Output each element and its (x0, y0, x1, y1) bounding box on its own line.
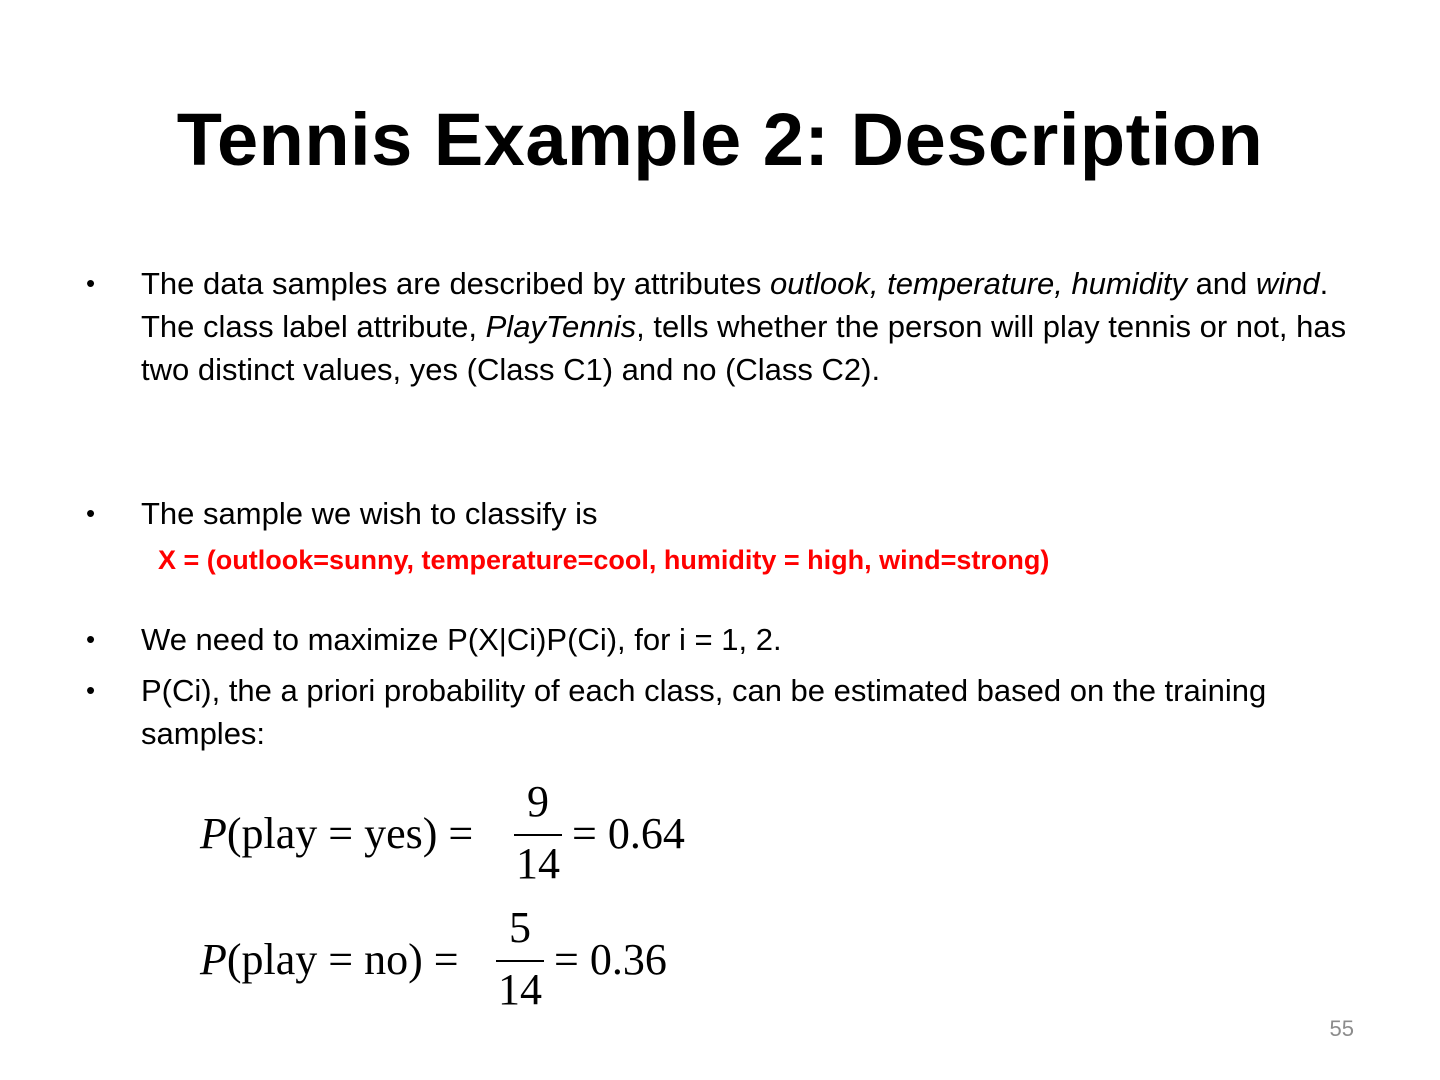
prob-symbol: P (200, 935, 227, 984)
fraction-denominator: 14 (516, 839, 560, 888)
equation-lhs (200, 932, 459, 988)
fraction-numerator: 5 (509, 903, 531, 952)
equation-result: = 0.64 (572, 809, 685, 858)
attribute-wind: wind (1255, 266, 1320, 301)
prob-symbol: P (200, 809, 227, 858)
attribute-playtennis: PlayTennis (485, 309, 637, 344)
bullet-4-text: P(Ci), the a priori probability of each class, can be estimated based on the training samples: (141, 673, 1267, 751)
attribute-list: outlook, temperature, humidity (769, 266, 1187, 301)
text-run: and (1186, 266, 1256, 301)
equation-play-yes (200, 774, 720, 894)
fraction-denominator: 14 (498, 965, 542, 1014)
equation-lhs-rest: (play = no) = (226, 935, 459, 984)
bullet-marker: • (86, 498, 96, 528)
equation-result: = 0.36 (554, 935, 667, 984)
bullet-marker: • (86, 268, 96, 298)
text-run: , tells whether the person will play tennis or not, has two distinct values, yes (Class C1) and no (Class C2). (141, 309, 1347, 387)
equation-play-no (200, 900, 700, 1020)
text-run: The data samples are described by attributes (141, 266, 770, 301)
equation-lhs-rest: (play = yes) = (226, 809, 474, 858)
page-number: 55 (1329, 1016, 1354, 1041)
equation-lhs (200, 806, 473, 862)
slide-title: Tennis Example 2: Description (176, 98, 1264, 181)
bullet-marker: • (86, 675, 96, 705)
sample-definition: X = (outlook=sunny, temperature=cool, humidity = high, wind=strong) (158, 545, 1050, 575)
bullet-2-text: The sample we wish to classify is (141, 496, 598, 531)
fraction-numerator: 9 (527, 777, 549, 826)
text-run: . The class label attribute, (141, 266, 1329, 344)
bullet-1-text (141, 262, 1371, 391)
bullet-marker: • (86, 624, 96, 654)
bullet-3-text: We need to maximize P(X|Ci)P(Ci), for i = 1, 2. (141, 622, 782, 657)
